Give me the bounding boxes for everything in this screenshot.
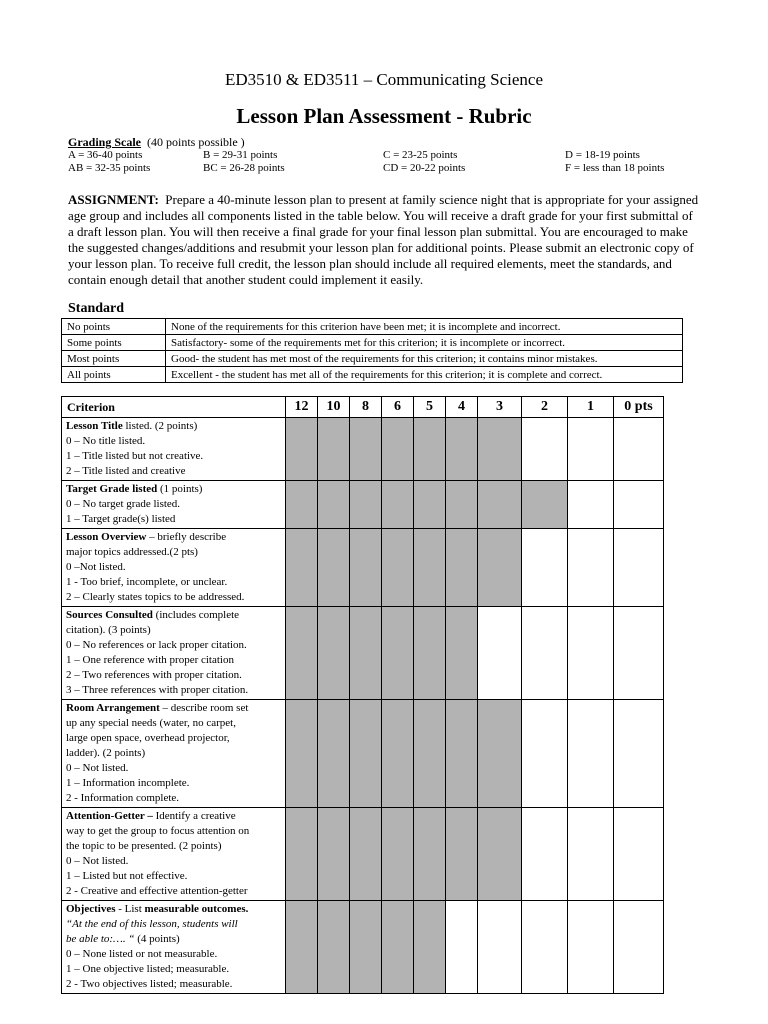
score-cell[interactable]	[478, 607, 522, 700]
score-cell-shaded	[318, 901, 350, 994]
criterion-text: 1 – Target grade(s) listed	[66, 513, 176, 525]
criterion-text: 0 – None listed or not measurable.	[66, 948, 218, 960]
criterion-line	[66, 608, 281, 623]
score-cell[interactable]	[614, 901, 664, 994]
score-cell-shaded	[350, 418, 382, 481]
assignment-paragraph	[68, 192, 700, 288]
criterion-text: 3 – Three references with proper citation.	[66, 684, 249, 696]
criterion-name: Target Grade listed	[66, 483, 158, 495]
score-cell-shaded	[522, 481, 568, 529]
points-header: 5	[414, 397, 446, 418]
rubric-row	[62, 901, 664, 994]
criterion-line	[66, 869, 281, 884]
criterion-line	[66, 977, 281, 992]
rubric-row	[62, 700, 664, 808]
score-cell[interactable]	[614, 607, 664, 700]
points-header: 12	[286, 397, 318, 418]
score-cell-shaded	[318, 607, 350, 700]
points-header: 3	[478, 397, 522, 418]
score-cell-shaded	[286, 607, 318, 700]
criterion-text: “At the end of this lesson, students will	[66, 918, 238, 930]
grading-scale-row	[68, 162, 688, 175]
score-cell-shaded	[414, 901, 446, 994]
criterion-line	[66, 932, 281, 947]
criterion-text: be able to:…. “	[66, 933, 135, 945]
criterion-description	[62, 607, 286, 700]
criterion-name: Attention-Getter –	[66, 810, 153, 822]
standard-description: Good- the student has met most of the requirements for this criterion; it contains minor mistakes.	[166, 351, 683, 367]
criterion-line	[66, 419, 281, 434]
criterion-text: 2 - Creative and effective attention-getter	[66, 885, 248, 897]
score-cell-shaded	[350, 808, 382, 901]
criterion-name: Lesson Title	[66, 420, 123, 432]
score-cell-shaded	[286, 808, 318, 901]
score-cell-shaded	[382, 901, 414, 994]
score-cell-shaded	[382, 418, 414, 481]
score-cell-shaded	[318, 418, 350, 481]
criterion-text: 0 – No title listed.	[66, 435, 146, 447]
rubric-row	[62, 808, 664, 901]
score-cell-shaded	[382, 529, 414, 607]
standard-level: Some points	[62, 335, 166, 351]
score-cell-shaded	[414, 607, 446, 700]
grade-b: B = 29-31 points	[203, 149, 278, 161]
criterion-text: 0 – Not listed.	[66, 855, 129, 867]
criterion-line	[66, 701, 281, 716]
criterion-text: up any special needs (water, no carpet,	[66, 717, 236, 729]
score-cell-shaded	[414, 481, 446, 529]
score-cell[interactable]	[568, 481, 614, 529]
score-cell[interactable]	[614, 700, 664, 808]
rubric-row	[62, 481, 664, 529]
standard-row	[62, 319, 683, 335]
standard-level: Most points	[62, 351, 166, 367]
criterion-text: the topic to be presented. (2 points)	[66, 840, 222, 852]
criterion-text: - List	[115, 903, 145, 915]
criterion-text: (1 points)	[157, 483, 203, 495]
criterion-text: large open space, overhead projector,	[66, 732, 230, 744]
score-cell-shaded	[318, 481, 350, 529]
score-cell-shaded	[286, 418, 318, 481]
criterion-text: 1 – Listed but not effective.	[66, 870, 188, 882]
grade-c: C = 23-25 points	[383, 149, 458, 161]
standard-row	[62, 367, 683, 383]
grade-f: F = less than 18 points	[565, 162, 665, 174]
score-cell-shaded	[414, 418, 446, 481]
score-cell-shaded	[382, 808, 414, 901]
grade-ab: AB = 32-35 points	[68, 162, 151, 174]
criterion-text: 1 – Information incomplete.	[66, 777, 190, 789]
points-header: 8	[350, 397, 382, 418]
criterion-line	[66, 590, 281, 605]
score-cell-shaded	[286, 481, 318, 529]
standard-title: Standard	[68, 301, 125, 316]
score-cell-shaded	[382, 700, 414, 808]
criterion-line	[66, 809, 281, 824]
criterion-description	[62, 808, 286, 901]
score-cell-shaded	[446, 607, 478, 700]
criterion-line	[66, 824, 281, 839]
points-header: 6	[382, 397, 414, 418]
score-cell-shaded	[414, 529, 446, 607]
criterion-description	[62, 481, 286, 529]
criterion-text: Identify a creative	[152, 810, 236, 822]
score-cell[interactable]	[614, 808, 664, 901]
score-cell-shaded	[350, 700, 382, 808]
criterion-text: 0 – No target grade listed.	[66, 498, 181, 510]
criterion-line	[66, 902, 281, 917]
criterion-name: Lesson Overview	[66, 531, 147, 543]
score-cell-shaded	[286, 700, 318, 808]
score-cell-shaded	[446, 808, 478, 901]
score-cell[interactable]	[522, 529, 568, 607]
criterion-text: – describe room set	[159, 702, 249, 714]
score-cell-shaded	[446, 481, 478, 529]
criterion-line	[66, 464, 281, 479]
score-cell[interactable]	[614, 418, 664, 481]
criterion-text: 2 – Title listed and creative	[66, 465, 186, 477]
grading-scale-heading	[68, 136, 688, 149]
criterion-line	[66, 497, 281, 512]
criterion-text: 1 - Too brief, incomplete, or unclear.	[66, 576, 228, 588]
score-cell-shaded	[382, 607, 414, 700]
grade-bc: BC = 26-28 points	[203, 162, 285, 174]
grading-scale-row	[68, 149, 688, 162]
criterion-text: 2 - Information complete.	[66, 792, 180, 804]
criterion-line	[66, 917, 281, 932]
rubric-row	[62, 607, 664, 700]
grade-d: D = 18-19 points	[565, 149, 640, 161]
score-cell[interactable]	[568, 808, 614, 901]
criterion-description	[62, 700, 286, 808]
rubric-header-row	[62, 397, 664, 418]
criterion-line	[66, 638, 281, 653]
score-cell-shaded	[414, 700, 446, 808]
criterion-line	[66, 575, 281, 590]
criterion-text: listed. (2 points)	[122, 420, 198, 432]
points-header: 1	[568, 397, 614, 418]
score-cell-shaded	[478, 808, 522, 901]
criterion-text: 2 – Two references with proper citation.	[66, 669, 242, 681]
standard-description: Satisfactory- some of the requirements met for this criterion; it is incomplete or incorrect.	[166, 335, 683, 351]
criterion-text: 1 – One reference with proper citation	[66, 654, 234, 666]
grading-scale-note: (40 points possible )	[147, 135, 245, 149]
score-cell-shaded	[478, 529, 522, 607]
criterion-line	[66, 545, 281, 560]
score-cell[interactable]	[522, 607, 568, 700]
score-cell-shaded	[350, 607, 382, 700]
score-cell[interactable]	[568, 700, 614, 808]
criterion-line	[66, 731, 281, 746]
criterion-line	[66, 962, 281, 977]
points-header: 0 pts	[614, 397, 664, 418]
criterion-line	[66, 449, 281, 464]
score-cell[interactable]	[478, 901, 522, 994]
points-header: 2	[522, 397, 568, 418]
score-cell-shaded	[446, 529, 478, 607]
standard-description: Excellent - the student has met all of the requirements for this criterion; it is complete and correct.	[166, 367, 683, 383]
score-cell-shaded	[318, 808, 350, 901]
criterion-text: 0 – No references or lack proper citation.	[66, 639, 247, 651]
criterion-text: ladder). (2 points)	[66, 747, 146, 759]
score-cell-shaded	[446, 700, 478, 808]
criterion-text: citation). (3 points)	[66, 624, 151, 636]
criterion-text: 1 – One objective listed; measurable.	[66, 963, 230, 975]
score-cell-shaded	[286, 529, 318, 607]
criterion-line	[66, 512, 281, 527]
standard-level: All points	[62, 367, 166, 383]
points-header: 4	[446, 397, 478, 418]
criterion-text: way to get the group to focus attention on	[66, 825, 250, 837]
score-cell[interactable]	[614, 529, 664, 607]
score-cell-shaded	[478, 700, 522, 808]
score-cell-shaded	[350, 901, 382, 994]
standard-level: No points	[62, 319, 166, 335]
criterion-line	[66, 530, 281, 545]
criterion-header: Criterion	[62, 397, 286, 418]
grade-a: A = 36-40 points	[68, 149, 143, 161]
score-cell[interactable]	[614, 481, 664, 529]
criterion-line	[66, 839, 281, 854]
criterion-line	[66, 947, 281, 962]
criterion-line	[66, 746, 281, 761]
criterion-text: major topics addressed.(2 pts)	[66, 546, 198, 558]
criterion-line	[66, 683, 281, 698]
criterion-text: (4 points)	[134, 933, 180, 945]
criterion-description	[62, 901, 286, 994]
criterion-line	[66, 482, 281, 497]
standard-table	[61, 318, 683, 383]
criterion-line	[66, 668, 281, 683]
rubric-row	[62, 418, 664, 481]
criterion-line	[66, 791, 281, 806]
rubric-row	[62, 529, 664, 607]
criterion-text: (includes complete	[152, 609, 240, 621]
score-cell-shaded	[350, 481, 382, 529]
score-cell[interactable]	[522, 901, 568, 994]
criterion-name: Sources Consulted	[66, 609, 153, 621]
criterion-line	[66, 623, 281, 638]
score-cell[interactable]	[568, 901, 614, 994]
criterion-line	[66, 560, 281, 575]
criterion-line	[66, 884, 281, 899]
score-cell[interactable]	[522, 808, 568, 901]
criterion-line	[66, 434, 281, 449]
criterion-line	[66, 761, 281, 776]
assignment-label: ASSIGNMENT:	[68, 192, 159, 207]
score-cell-shaded	[350, 529, 382, 607]
grading-scale	[68, 136, 688, 175]
score-cell-shaded	[446, 418, 478, 481]
criterion-line	[66, 653, 281, 668]
score-cell-shaded	[318, 700, 350, 808]
assignment-text: Prepare a 40-minute lesson plan to present at family science night that is appropriate for your assigned age group and includes all components listed in the table below. You will receive a draft grade for your first submittal of a draft lesson plan. You will then receive a final grade for your final lesson plan submittal. You are encouraged to make the suggested changes/additions and resubmit your lesson plan for additional points. Please submit an electronic copy of your lesson plan. To receive full credit, the lesson plan should include all required elements, meet the standards, and contain enough detail that another student could implement it easily.	[68, 192, 699, 287]
standard-description: None of the requirements for this criterion have been met; it is incomplete and incorrect.	[166, 319, 683, 335]
score-cell-shaded	[478, 481, 522, 529]
score-cell-shaded	[382, 481, 414, 529]
score-cell[interactable]	[568, 607, 614, 700]
criterion-text: 2 - Two objectives listed; measurable.	[66, 978, 233, 990]
score-cell[interactable]	[568, 418, 614, 481]
score-cell-shaded	[318, 529, 350, 607]
rubric-table	[61, 396, 664, 994]
criterion-text: 0 – Not listed.	[66, 762, 129, 774]
course-title: ED3510 & ED3511 – Communicating Science	[224, 70, 544, 89]
score-cell-shaded	[414, 808, 446, 901]
criterion-line	[66, 776, 281, 791]
score-cell-shaded	[478, 418, 522, 481]
criterion-text: 0 –Not listed.	[66, 561, 126, 573]
criterion-description	[62, 418, 286, 481]
score-cell-shaded	[286, 901, 318, 994]
score-cell[interactable]	[522, 418, 568, 481]
criterion-line	[66, 716, 281, 731]
criterion-name: measurable outcomes.	[144, 903, 249, 915]
criterion-text: 2 – Clearly states topics to be addressed.	[66, 591, 245, 603]
criterion-text: 1 – Title listed but not creative.	[66, 450, 204, 462]
criterion-description	[62, 529, 286, 607]
standard-row	[62, 335, 683, 351]
criterion-name: Objectives	[66, 903, 116, 915]
criterion-line	[66, 854, 281, 869]
score-cell[interactable]	[446, 901, 478, 994]
criterion-name: Room Arrangement	[66, 702, 160, 714]
document-title: Lesson Plan Assessment - Rubric	[236, 104, 532, 128]
criterion-text: – briefly describe	[146, 531, 227, 543]
standard-row	[62, 351, 683, 367]
grading-scale-label: Grading Scale	[68, 135, 142, 149]
score-cell[interactable]	[568, 529, 614, 607]
points-header: 10	[318, 397, 350, 418]
grade-cd: CD = 20-22 points	[383, 162, 466, 174]
score-cell[interactable]	[522, 700, 568, 808]
